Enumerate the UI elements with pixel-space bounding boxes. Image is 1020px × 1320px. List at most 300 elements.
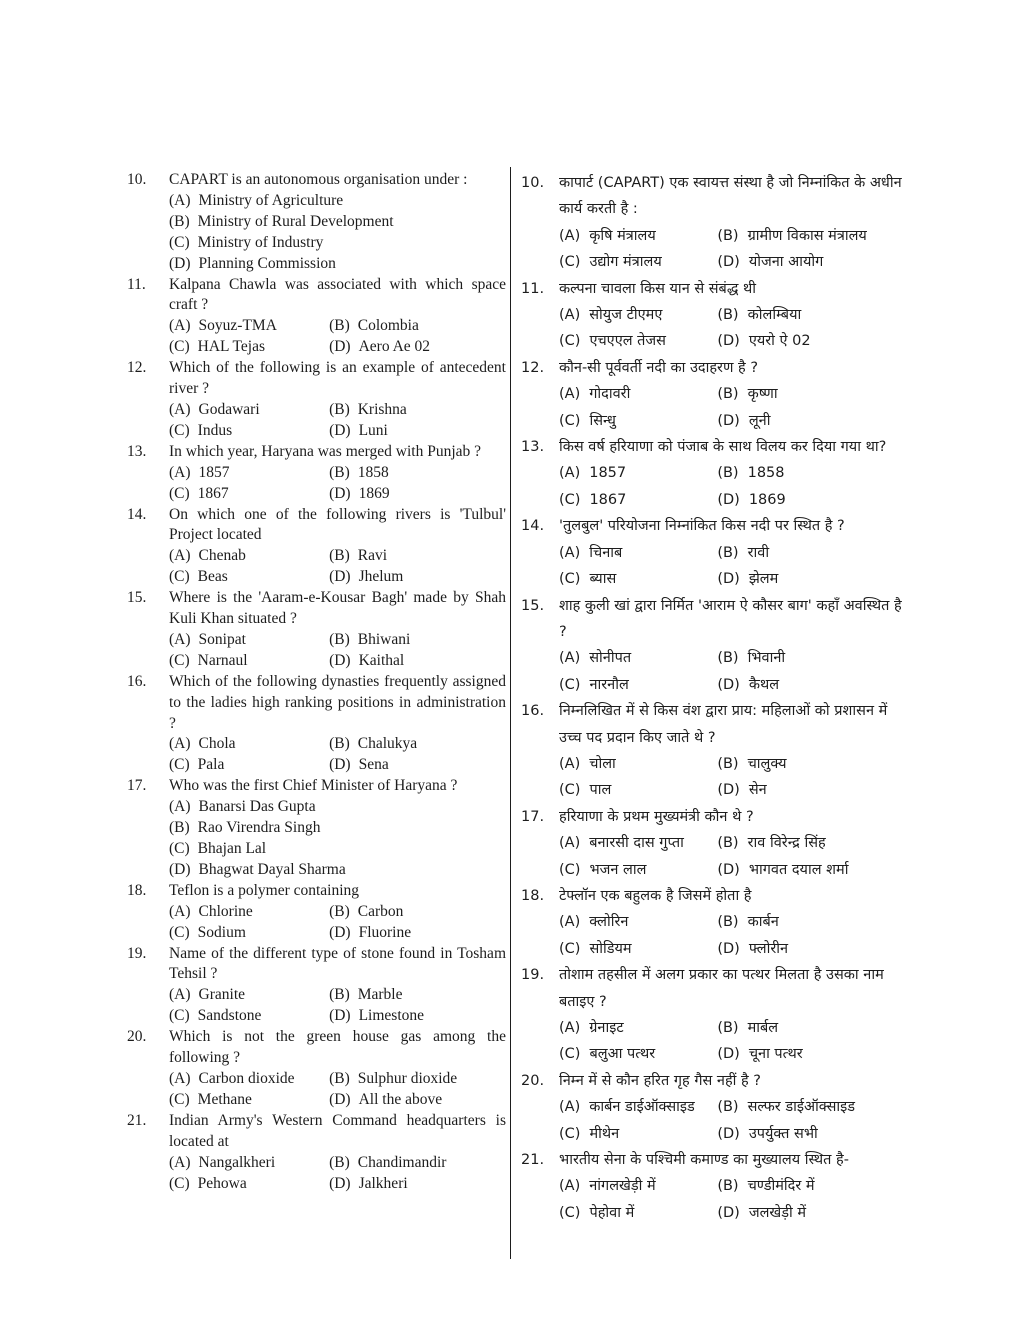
question-text: तोशाम तहसील में अलग प्रकार का पत्थर मिलता है उसका नाम बताइए ? bbox=[559, 967, 884, 1010]
option-label: (C) bbox=[169, 1007, 190, 1025]
question-text: Which of the following dynasties frequently assigned to the ladies high ranking positions in administration ? bbox=[169, 672, 506, 732]
option-a bbox=[169, 985, 329, 1006]
option-text: सोडियम bbox=[589, 940, 632, 957]
option-text: चोला bbox=[589, 755, 616, 772]
option-label: (C) bbox=[559, 1204, 581, 1221]
question-text: Where is the 'Aaram-e-Kousar Bagh' made by Shah Kuli Khan situated ? bbox=[169, 589, 506, 628]
option-text: Banarsi Das Gupta bbox=[198, 798, 316, 816]
option-label: (D) bbox=[169, 254, 191, 272]
option-text: Luni bbox=[358, 421, 388, 439]
option-label: (C) bbox=[559, 1046, 581, 1063]
option-text: Aero Ae 02 bbox=[358, 338, 431, 356]
question-text: Indian Army's Western Command headquarters is located at bbox=[169, 1111, 506, 1150]
option-text: भजन लाल bbox=[589, 861, 647, 878]
option-text: Sulphur dioxide bbox=[357, 1069, 458, 1087]
option-label: (C) bbox=[169, 651, 190, 669]
question-number: 17. bbox=[127, 777, 147, 795]
option-label: (A) bbox=[559, 1178, 581, 1195]
option-label: (D) bbox=[329, 568, 351, 586]
option-text: उद्योग मंत्रालय bbox=[589, 254, 662, 271]
option-label: (B) bbox=[717, 386, 739, 403]
option-label: (B) bbox=[717, 227, 739, 244]
option-d bbox=[717, 672, 907, 698]
question-body bbox=[559, 1147, 907, 1226]
question-number: 13. bbox=[521, 439, 545, 456]
option-label: (B) bbox=[329, 547, 350, 565]
option-label: (D) bbox=[329, 1007, 351, 1025]
question-body bbox=[559, 962, 907, 1068]
option-c bbox=[169, 755, 329, 776]
option-label: (B) bbox=[329, 902, 350, 920]
option-b bbox=[329, 316, 506, 337]
option-c bbox=[559, 672, 717, 698]
option-label: (C) bbox=[559, 333, 581, 350]
option-b bbox=[717, 302, 907, 328]
option-text: 1869 bbox=[748, 491, 786, 508]
option-label: (C) bbox=[559, 491, 581, 508]
option-label: (D) bbox=[717, 782, 740, 799]
option-label: (B) bbox=[329, 630, 350, 648]
option-a bbox=[169, 316, 329, 337]
options-group bbox=[169, 985, 506, 1027]
option-text: एचएएल तेजस bbox=[589, 333, 666, 350]
question-body bbox=[559, 434, 907, 513]
options-group bbox=[559, 302, 907, 355]
option-label: (D) bbox=[717, 676, 740, 693]
option-c bbox=[559, 1041, 717, 1067]
option-label: (A) bbox=[559, 1020, 581, 1036]
option-text: कोलम्बिया bbox=[747, 307, 802, 324]
option-c bbox=[169, 839, 506, 860]
question-body bbox=[169, 505, 506, 589]
option-text: Krishna bbox=[357, 400, 407, 418]
option-text: नारनौल bbox=[589, 676, 629, 693]
option-d bbox=[329, 923, 506, 944]
option-b bbox=[329, 902, 506, 923]
option-label: (C) bbox=[169, 923, 190, 941]
option-c bbox=[559, 487, 717, 513]
option-label: (C) bbox=[559, 861, 581, 878]
option-label: (D) bbox=[717, 861, 740, 878]
option-label: (C) bbox=[559, 571, 581, 588]
question-text: 'तुलबुल' परियोजना निम्नांकित किस नदी पर स्थित है ? bbox=[559, 518, 845, 535]
question-number: 10. bbox=[127, 171, 147, 188]
option-text: योजना आयोग bbox=[748, 254, 824, 271]
option-label: (C) bbox=[559, 254, 581, 271]
question-body bbox=[169, 944, 506, 1028]
option-label: (A) bbox=[559, 307, 581, 324]
option-b bbox=[717, 223, 907, 249]
options-group bbox=[559, 381, 907, 434]
option-text: सोयुज टीएमए bbox=[589, 307, 663, 324]
options-group bbox=[169, 734, 506, 776]
option-b bbox=[329, 734, 506, 755]
option-a bbox=[169, 902, 329, 923]
option-text: Soyuz-TMA bbox=[198, 317, 277, 335]
options-group bbox=[169, 463, 506, 505]
question-en-15 bbox=[127, 588, 506, 672]
option-text: Pehowa bbox=[197, 1174, 247, 1192]
options-group bbox=[169, 902, 506, 944]
option-b bbox=[717, 1173, 907, 1199]
option-label: (C) bbox=[169, 840, 190, 857]
question-text: किस वर्ष हरियाणा को पंजाब के साथ विलय कर दिया गया था? bbox=[559, 439, 887, 456]
option-label: (B) bbox=[329, 1069, 350, 1087]
question-text: भारतीय सेना के पश्चिमी कमाण्ड का मुख्यालय स्थित है- bbox=[559, 1152, 849, 1169]
option-text: Chola bbox=[198, 735, 236, 753]
option-label: (A) bbox=[169, 191, 191, 209]
option-c bbox=[559, 1121, 717, 1147]
option-c bbox=[559, 408, 717, 434]
question-number: 16. bbox=[127, 672, 147, 690]
option-text: लूनी bbox=[748, 412, 771, 429]
option-a bbox=[169, 546, 329, 567]
option-label: (A) bbox=[169, 1153, 191, 1171]
option-text: Sonipat bbox=[198, 630, 246, 648]
option-b bbox=[329, 463, 506, 484]
option-text: Bhajan Lal bbox=[197, 840, 267, 857]
question-number: 20. bbox=[521, 1072, 545, 1089]
option-label: (A) bbox=[169, 317, 191, 335]
question-number: 12. bbox=[521, 359, 545, 376]
question-number: 20. bbox=[127, 1028, 147, 1046]
option-c bbox=[169, 484, 329, 505]
option-label: (C) bbox=[559, 412, 581, 429]
option-c bbox=[559, 936, 717, 962]
options-group bbox=[169, 797, 506, 881]
option-label: (B) bbox=[717, 544, 739, 561]
option-label: (A) bbox=[559, 544, 581, 561]
option-d bbox=[717, 777, 907, 803]
question-text: हरियाणा के प्रथम मुख्यमंत्री कौन थे ? bbox=[559, 808, 754, 825]
question-number: 18. bbox=[127, 881, 147, 899]
option-text: चिनाब bbox=[589, 544, 623, 561]
option-text: Chandimandir bbox=[357, 1153, 447, 1171]
option-d bbox=[329, 1174, 506, 1195]
question-body bbox=[169, 776, 506, 881]
question-number: 17. bbox=[521, 808, 545, 825]
option-b bbox=[329, 1069, 506, 1090]
option-b bbox=[169, 212, 506, 233]
option-d bbox=[717, 487, 907, 513]
options-group bbox=[559, 909, 907, 962]
option-text: Granite bbox=[198, 986, 246, 1004]
option-label: (A) bbox=[559, 386, 581, 403]
option-text: Kaithal bbox=[358, 651, 405, 669]
question-number: 11. bbox=[521, 280, 545, 297]
question-number: 13. bbox=[127, 442, 147, 460]
option-c bbox=[169, 233, 506, 254]
option-text: Planning Commission bbox=[198, 254, 336, 272]
option-c bbox=[559, 777, 717, 803]
question-hi-13 bbox=[521, 434, 907, 513]
english-question-column bbox=[127, 170, 506, 1194]
option-text: Jalkheri bbox=[358, 1174, 408, 1192]
option-text: जलखेड़ी में bbox=[748, 1204, 807, 1221]
option-d bbox=[329, 567, 506, 588]
option-b bbox=[169, 818, 506, 839]
option-a bbox=[559, 645, 717, 671]
option-text: Fluorine bbox=[358, 923, 412, 941]
option-label: (B) bbox=[169, 819, 190, 837]
option-label: (D) bbox=[717, 571, 740, 588]
question-text: निम्न में से कौन हरित गृह गैस नहीं है ? bbox=[559, 1072, 762, 1089]
option-a bbox=[169, 463, 329, 484]
option-label: (A) bbox=[169, 735, 191, 753]
option-text: Pala bbox=[197, 756, 225, 774]
question-number: 10. bbox=[521, 175, 545, 191]
options-group bbox=[169, 316, 506, 358]
option-label: (D) bbox=[717, 491, 740, 508]
question-text: In which year, Haryana was merged with Punjab ? bbox=[169, 442, 482, 460]
option-label: (A) bbox=[559, 227, 581, 244]
option-label: (B) bbox=[329, 1153, 350, 1171]
question-text: टेफ्लॉन एक बहुलक है जिसमें होता है bbox=[559, 887, 752, 904]
question-hi-14 bbox=[521, 513, 907, 592]
option-d bbox=[329, 484, 506, 505]
option-b bbox=[717, 830, 907, 856]
option-c bbox=[559, 857, 717, 883]
hindi-question-column bbox=[521, 170, 907, 1226]
option-text: Bhiwani bbox=[357, 630, 411, 648]
option-label: (B) bbox=[329, 986, 350, 1004]
option-a bbox=[169, 191, 506, 212]
option-d bbox=[169, 254, 506, 275]
question-number: 19. bbox=[127, 944, 147, 962]
question-en-13 bbox=[127, 442, 506, 505]
question-number: 16. bbox=[521, 703, 545, 720]
option-d bbox=[717, 249, 907, 275]
question-hi-16 bbox=[521, 698, 907, 804]
options-group bbox=[559, 751, 907, 804]
option-text: सल्फर डाईऑक्साइड bbox=[747, 1099, 856, 1116]
option-text: एयरो ऐ 02 bbox=[748, 333, 811, 350]
option-text: फ्लोरीन bbox=[748, 940, 789, 957]
option-d bbox=[717, 1200, 907, 1226]
option-a bbox=[559, 1015, 717, 1041]
option-label: (A) bbox=[169, 986, 191, 1004]
option-d bbox=[329, 755, 506, 776]
option-text: Limestone bbox=[358, 1007, 425, 1025]
option-label: (C) bbox=[559, 940, 581, 957]
question-en-20 bbox=[127, 1027, 506, 1111]
option-a bbox=[169, 1069, 329, 1090]
option-text: Carbon bbox=[357, 902, 404, 920]
option-label: (D) bbox=[717, 940, 740, 957]
question-text: निम्नलिखित में से किस वंश द्वारा प्राय: महिलाओं को प्रशासन में उच्च पद प्रदान किए जाते थे ? bbox=[559, 703, 888, 746]
option-c bbox=[169, 1006, 329, 1027]
option-a bbox=[559, 540, 717, 566]
option-b bbox=[717, 381, 907, 407]
question-number: 14. bbox=[521, 518, 545, 535]
option-label: (B) bbox=[717, 307, 739, 324]
option-text: Godawari bbox=[198, 400, 260, 418]
option-text: Sandstone bbox=[197, 1007, 262, 1025]
option-text: HAL Tejas bbox=[197, 338, 266, 356]
option-label: (D) bbox=[329, 1174, 351, 1192]
column-divider bbox=[510, 167, 511, 1259]
option-label: (A) bbox=[559, 835, 581, 852]
options-group bbox=[169, 546, 506, 588]
question-text: कापार्ट (CAPART) एक स्वायत्त संस्था है जो निम्नांकित के अधीन कार्य करती है : bbox=[559, 175, 902, 218]
question-body bbox=[169, 588, 506, 672]
option-label: (D) bbox=[329, 756, 351, 774]
option-b bbox=[717, 460, 907, 486]
question-hi-15 bbox=[521, 593, 907, 699]
option-text: चूना पत्थर bbox=[748, 1046, 803, 1063]
option-label: (B) bbox=[169, 212, 190, 230]
option-text: सोनीपत bbox=[589, 650, 632, 667]
options-group bbox=[559, 460, 907, 513]
option-text: 1867 bbox=[589, 491, 627, 508]
option-label: (C) bbox=[169, 756, 190, 774]
option-label: (D) bbox=[329, 338, 351, 356]
option-b bbox=[717, 1015, 907, 1041]
option-label: (A) bbox=[559, 1099, 581, 1116]
option-a bbox=[559, 1173, 717, 1199]
options-group bbox=[559, 1015, 907, 1068]
option-text: All the above bbox=[358, 1090, 443, 1108]
question-en-10 bbox=[127, 170, 506, 275]
option-text: Jhelum bbox=[358, 568, 404, 586]
option-b bbox=[329, 985, 506, 1006]
option-text: नांगलखेड़ी में bbox=[589, 1178, 656, 1195]
option-c bbox=[169, 651, 329, 672]
option-a bbox=[559, 909, 717, 935]
option-label: (B) bbox=[717, 835, 739, 852]
options-group bbox=[169, 191, 506, 275]
option-text: 1867 bbox=[197, 484, 229, 502]
option-text: Beas bbox=[197, 568, 228, 586]
option-c bbox=[169, 1174, 329, 1195]
option-b bbox=[717, 751, 907, 777]
option-text: राव विरेन्द्र सिंह bbox=[747, 835, 826, 852]
question-text: कल्पना चावला किस यान से संबंद्ध थी bbox=[559, 280, 757, 297]
option-a bbox=[559, 460, 717, 486]
option-a bbox=[559, 223, 717, 249]
options-group bbox=[169, 1069, 506, 1111]
option-text: Marble bbox=[357, 986, 403, 1004]
option-label: (A) bbox=[169, 463, 191, 481]
options-group bbox=[559, 223, 907, 276]
option-c bbox=[169, 421, 329, 442]
option-label: (B) bbox=[717, 465, 739, 482]
option-text: 1858 bbox=[357, 463, 389, 481]
option-a bbox=[169, 1153, 329, 1174]
option-label: (B) bbox=[329, 400, 350, 418]
option-text: Rao Virendra Singh bbox=[197, 819, 321, 837]
option-label: (D) bbox=[329, 484, 351, 502]
option-b bbox=[329, 546, 506, 567]
option-text: कृषि मंत्रालय bbox=[589, 227, 656, 244]
option-text: Ravi bbox=[357, 547, 388, 565]
option-text: 1857 bbox=[198, 463, 230, 481]
option-b bbox=[329, 630, 506, 651]
option-text: Bhagwat Dayal Sharma bbox=[198, 860, 346, 878]
question-text: Which is not the green house gas among the following ? bbox=[169, 1028, 506, 1067]
question-text: Which of the following is an example of antecedent river ? bbox=[169, 359, 506, 398]
option-label: (A) bbox=[169, 902, 191, 920]
question-body bbox=[559, 170, 907, 276]
option-label: (A) bbox=[169, 630, 191, 648]
question-body bbox=[559, 513, 907, 592]
question-en-16 bbox=[127, 672, 506, 777]
option-text: पेहोवा में bbox=[589, 1204, 635, 1221]
option-c bbox=[169, 1090, 329, 1111]
option-text: Methane bbox=[197, 1090, 252, 1108]
option-label: (C) bbox=[169, 421, 190, 439]
option-text: भागवत दयाल शर्मा bbox=[748, 861, 849, 878]
options-group bbox=[559, 1094, 907, 1147]
option-text: उपर्युक्त सभी bbox=[748, 1125, 818, 1142]
option-c bbox=[559, 249, 717, 275]
option-label: (C) bbox=[169, 338, 190, 356]
option-label: (C) bbox=[559, 782, 581, 799]
question-number: 14. bbox=[127, 505, 147, 523]
question-body bbox=[559, 276, 907, 355]
option-text: Chlorine bbox=[198, 902, 253, 920]
option-a bbox=[559, 830, 717, 856]
option-label: (D) bbox=[717, 412, 740, 429]
question-text: Teflon is a polymer containing bbox=[169, 881, 360, 899]
question-text: कौन-सी पूर्ववर्ती नदी का उदाहरण है ? bbox=[559, 359, 759, 376]
question-en-12 bbox=[127, 358, 506, 442]
option-d bbox=[329, 1090, 506, 1111]
options-group bbox=[169, 630, 506, 672]
question-body bbox=[169, 881, 506, 944]
question-body bbox=[559, 355, 907, 434]
option-a bbox=[169, 630, 329, 651]
question-number: 18. bbox=[521, 887, 545, 904]
option-label: (B) bbox=[329, 735, 350, 753]
question-text: शाह कुली खां द्वारा निर्मित 'आराम ऐ कौसर बाग' कहाँ अवस्थित है ? bbox=[559, 597, 902, 640]
question-number: 15. bbox=[127, 589, 147, 607]
option-label: (D) bbox=[717, 333, 740, 350]
option-label: (B) bbox=[329, 463, 350, 481]
question-text: Kalpana Chawla was associated with which space craft ? bbox=[169, 275, 506, 314]
option-label: (C) bbox=[169, 1090, 190, 1108]
option-label: (D) bbox=[329, 923, 351, 941]
option-b bbox=[717, 645, 907, 671]
question-number: 21. bbox=[521, 1152, 545, 1169]
option-label: (A) bbox=[169, 400, 191, 418]
question-number: 19. bbox=[521, 967, 545, 984]
option-text: Colombia bbox=[357, 317, 419, 335]
option-text: कृष्णा bbox=[747, 386, 778, 403]
option-label: (A) bbox=[559, 914, 581, 931]
option-text: Indus bbox=[197, 421, 233, 439]
option-label: (C) bbox=[169, 484, 190, 502]
option-b bbox=[717, 1094, 907, 1120]
option-label: (B) bbox=[717, 755, 739, 772]
option-c bbox=[559, 566, 717, 592]
option-a bbox=[169, 734, 329, 755]
question-number: 21. bbox=[127, 1111, 147, 1129]
question-en-14 bbox=[127, 505, 506, 589]
options-group bbox=[169, 400, 506, 442]
option-label: (D) bbox=[329, 1090, 351, 1108]
option-label: (B) bbox=[329, 317, 350, 335]
option-b bbox=[717, 909, 907, 935]
question-body bbox=[169, 442, 506, 505]
options-group bbox=[559, 540, 907, 593]
option-label: (D) bbox=[329, 651, 351, 669]
option-text: मीथेन bbox=[589, 1125, 620, 1142]
question-number: 11. bbox=[127, 275, 146, 293]
option-text: मार्बल bbox=[747, 1020, 779, 1036]
option-label: (A) bbox=[559, 755, 581, 772]
options-group bbox=[559, 1173, 907, 1226]
